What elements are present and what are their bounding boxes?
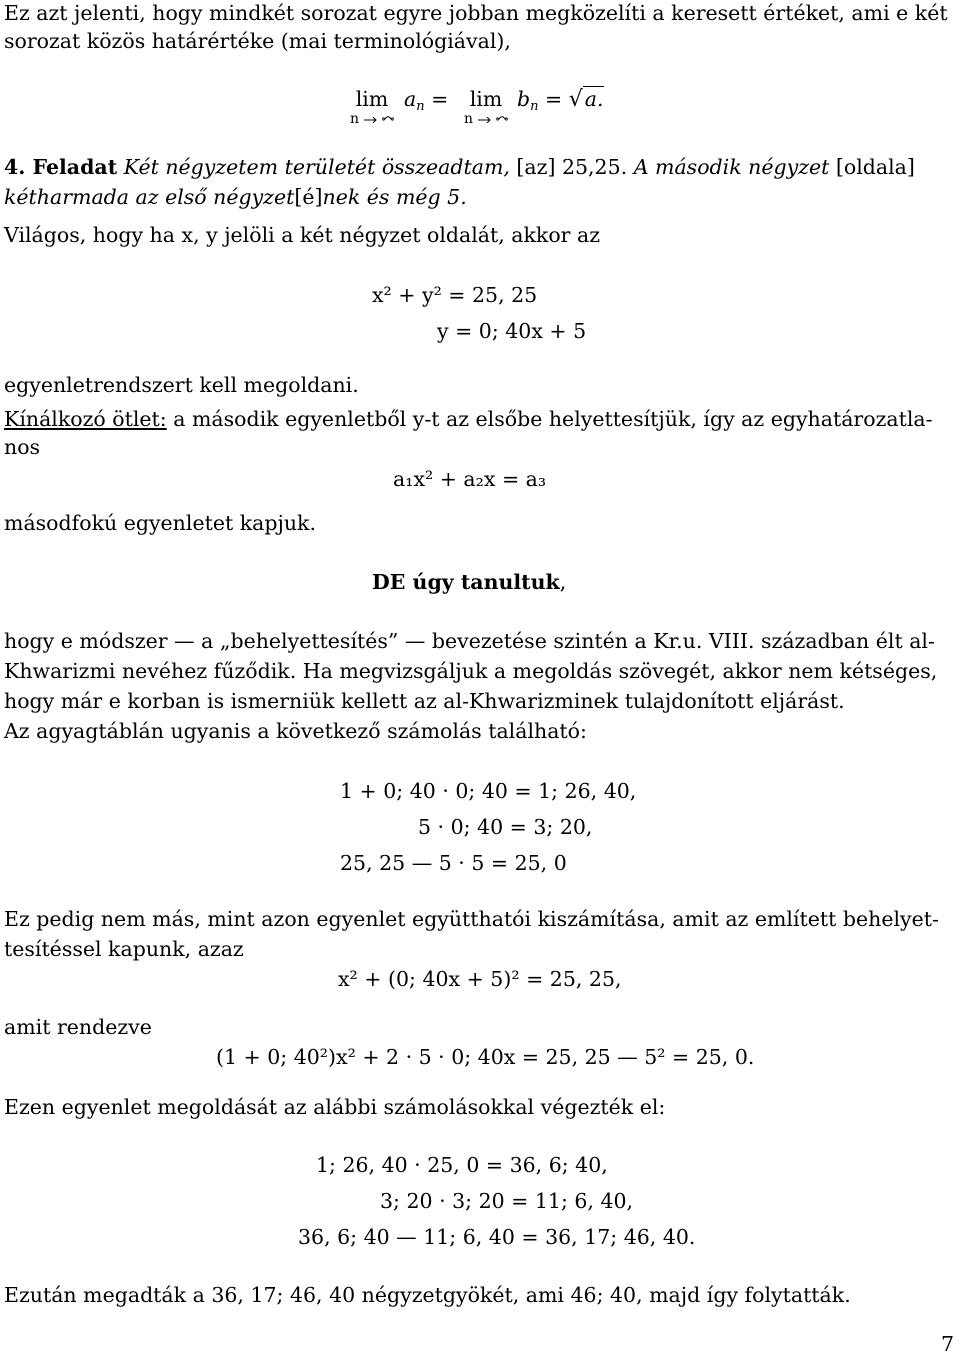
calc-row: 36, 6; 40 — 11; 6, 40 = 36, 17; 46, 40. [298, 1225, 696, 1249]
paragraph-line: Ezen egyenlet megoldását az alábbi számolásokkal végezték el: [4, 1095, 666, 1119]
paragraph-line: Ez azt jelenti, hogy mindkét sorozat egyre jobban megközelíti a keresett értéket, ami e két [4, 1, 948, 25]
calc-row: 3; 20 · 3; 20 = 11; 6, 40, [380, 1189, 634, 1213]
paragraph-line: sorozat közös határértéke (mai terminológiával), [4, 29, 511, 53]
paragraph-line: Ez pedig nem más, mint azon egyenlet együtthatói kiszámítása, amit az említett behelyet- [4, 907, 939, 931]
equation: x² + (0; 40x + 5)² = 25, 25, [338, 967, 622, 991]
calc-row: 1 + 0; 40 · 0; 40 = 1; 26, 40, [340, 779, 637, 803]
paragraph-line: Ezután megadták a 36, 17; 46, 40 négyzetgyökét, ami 46; 40, majd így folytatták. [4, 1283, 851, 1307]
page-number: 7 [940, 1332, 954, 1356]
calc-row: 25, 25 — 5 · 5 = 25, 0 [340, 851, 567, 875]
calc-row: 5 · 0; 40 = 3; 20, [418, 815, 593, 839]
equation: y = 0; 40x + 5 [437, 319, 587, 343]
lim-subscript: n [347, 106, 397, 133]
paragraph-line: amit rendezve [4, 1015, 152, 1039]
task-line: 4. Feladat Két négyzetem területét összeadtam, [az] 25,25. A második négyzet [oldala] [4, 155, 915, 179]
calc-row: 1; 26, 40 · 25, 0 = 36, 6; 40, [316, 1153, 608, 1177]
paragraph-line: Az agyagtáblán ugyanis a következő számolás található: [4, 719, 587, 743]
equation: a₁x² + a₂x = a₃ [393, 467, 547, 491]
task-label: 4. Feladat [4, 155, 118, 179]
paragraph-line: egyenletrendszert kell megoldani. [4, 373, 359, 397]
paragraph-line: másodfokú egyenletet kapjuk. [4, 511, 316, 535]
paragraph-line: hogy már e korban is ismerniük kellett az al-Khwarizminek tulajdonított eljárást. [4, 689, 845, 713]
lim-operator: lim [355, 87, 389, 111]
equation: (1 + 0; 40²)x² + 2 · 5 · 0; 40x = 25, 25 — 5² = 25, 0. [216, 1045, 755, 1069]
paragraph-line: hogy e módszer — a „behelyettesítés” — bevezetése szintén a Kr.u. VIII. században élt al- [4, 629, 935, 653]
equation: x² + y² = 25, 25 [372, 283, 538, 307]
paragraph-line: nos [4, 435, 41, 459]
bold-heading: DE úgy tanultuk, [372, 570, 567, 594]
lim-subscript: n [461, 106, 511, 133]
paragraph-line: Kínálkozó ötlet: a második egyenletből y-t az elsőbe helyettesítjük, így az egyhatározatla- [4, 407, 933, 431]
paragraph-line: tesítéssel kapunk, azaz [4, 937, 244, 961]
paragraph-line: Világos, hogy ha x, y jelöli a két négyzet oldalát, akkor az [4, 223, 601, 247]
lim-operator: lim [469, 87, 503, 111]
task-line: kétharmada az első négyzet[é]nek és még 5. [4, 185, 467, 209]
paragraph-line: Khwarizmi nevéhez fűződik. Ha megvizsgáljuk a megoldás szövegét, akkor nem kétséges, [4, 659, 938, 683]
